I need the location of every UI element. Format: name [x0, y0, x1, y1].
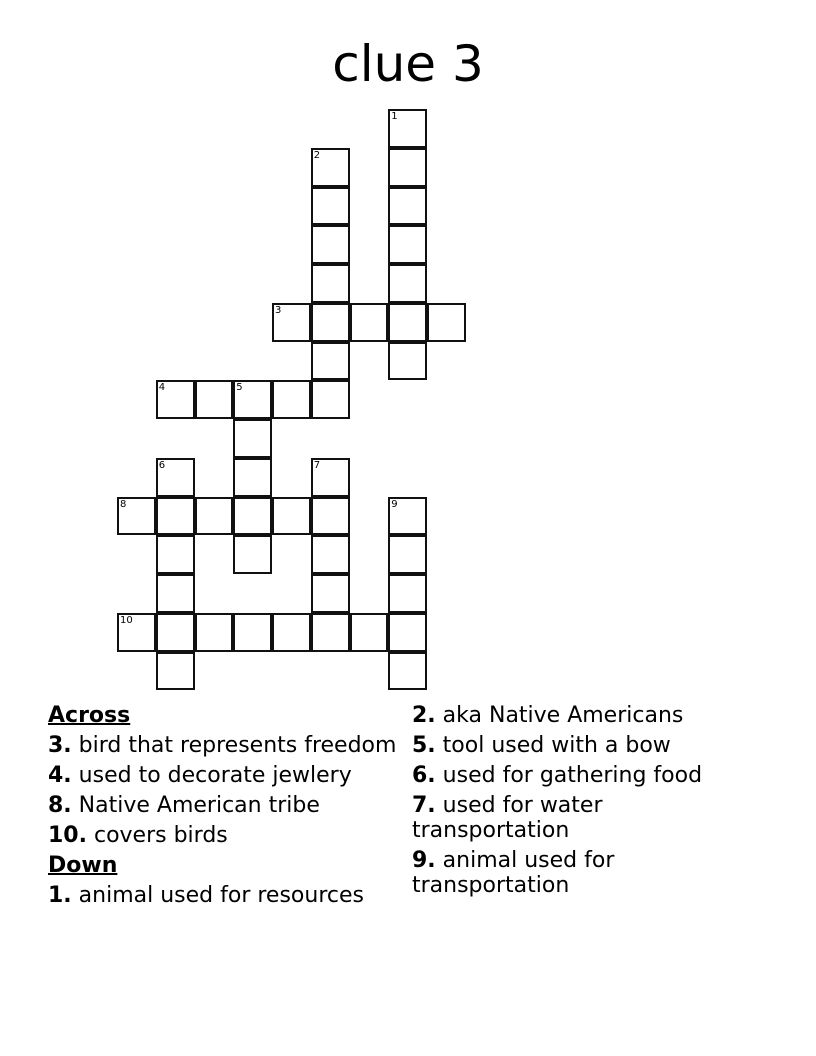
cell-number: 5 — [236, 382, 243, 394]
clue-across-4 — [48, 763, 398, 788]
grid-cell[interactable] — [156, 535, 195, 574]
cell-number: 7 — [313, 459, 321, 471]
cell-number: 6 — [158, 459, 166, 471]
clue-across-8 — [48, 793, 398, 818]
grid-cell[interactable] — [156, 497, 195, 536]
grid-cell[interactable] — [388, 613, 427, 652]
grid-cell[interactable] — [156, 613, 195, 652]
grid-cell[interactable] — [388, 497, 427, 536]
grid-cell[interactable] — [388, 264, 427, 303]
grid-cell[interactable] — [311, 303, 350, 342]
clue-number: 3. — [48, 733, 72, 758]
down-heading: Down — [48, 853, 118, 878]
clue-number: 4. — [48, 763, 72, 788]
cell-number: 9 — [391, 498, 398, 510]
grid-cell[interactable] — [195, 380, 234, 419]
clue-number: 2. — [412, 703, 436, 728]
grid-cell[interactable] — [117, 497, 156, 536]
grid-cell[interactable] — [388, 148, 427, 187]
clue-down-6 — [412, 763, 752, 788]
cell-number: 4 — [158, 382, 166, 394]
clue-text: aka Native Americans — [442, 703, 684, 728]
clue-number: 10. — [48, 823, 87, 848]
grid-cell[interactable] — [388, 109, 427, 148]
clue-number: 9. — [412, 848, 436, 873]
grid-cell[interactable] — [388, 535, 427, 574]
clue-text: covers birds — [93, 823, 228, 848]
cell-number: 1 — [391, 111, 398, 122]
clue-across-10 — [48, 823, 398, 848]
grid-cell[interactable] — [195, 613, 234, 652]
clue-text: bird that represents freedom — [78, 733, 397, 758]
clue-number: 8. — [48, 793, 72, 818]
puzzle-title: clue 3 — [332, 35, 484, 93]
clue-text: tool used with a bow — [442, 733, 671, 758]
clue-text: Native American tribe — [78, 793, 320, 818]
grid-cell[interactable] — [117, 613, 156, 652]
clues-left-column — [48, 703, 398, 913]
grid-cell[interactable] — [350, 613, 389, 652]
grid-cell[interactable] — [388, 225, 427, 264]
clue-across-3 — [48, 733, 398, 758]
grid-cell[interactable] — [311, 497, 350, 536]
cell-number: 10 — [120, 614, 133, 626]
grid-cell[interactable] — [156, 652, 195, 691]
grid-cell[interactable] — [233, 458, 272, 497]
grid-cell[interactable] — [272, 303, 311, 342]
clue-number: 1. — [48, 883, 72, 908]
grid-cell[interactable] — [195, 497, 234, 536]
clue-text: used to decorate jewlery — [78, 763, 352, 788]
grid-cell[interactable] — [233, 419, 272, 458]
clues-right-column — [412, 703, 752, 903]
clue-number: 7. — [412, 793, 436, 818]
grid-cell[interactable] — [388, 303, 427, 342]
grid-cell[interactable] — [388, 187, 427, 226]
clue-down-2 — [412, 703, 752, 728]
grid-cell[interactable] — [311, 225, 350, 264]
cell-number: 8 — [120, 498, 127, 510]
grid-cell[interactable] — [311, 535, 350, 574]
clue-down-5 — [412, 733, 752, 758]
cell-number: 3 — [275, 304, 282, 316]
grid-cell[interactable] — [156, 574, 195, 613]
clue-number: 6. — [412, 763, 436, 788]
cell-number: 2 — [313, 149, 321, 161]
grid-cell[interactable] — [311, 574, 350, 613]
grid-cell[interactable] — [233, 380, 272, 419]
grid-cell[interactable] — [272, 613, 311, 652]
grid-cell[interactable] — [311, 264, 350, 303]
grid-cell[interactable] — [388, 652, 427, 691]
grid-cell[interactable] — [311, 187, 350, 226]
grid-cell[interactable] — [350, 303, 389, 342]
across-heading: Across — [48, 703, 131, 728]
grid-cell[interactable] — [427, 303, 466, 342]
grid-cell[interactable] — [388, 574, 427, 613]
grid-cell[interactable] — [156, 380, 195, 419]
grid-cell[interactable] — [233, 497, 272, 536]
clue-text: animal used for transportation — [412, 848, 615, 898]
clue-down-1 — [48, 883, 398, 908]
grid-cell[interactable] — [272, 497, 311, 536]
grid-cell[interactable] — [272, 380, 311, 419]
grid-cell[interactable] — [156, 458, 195, 497]
clue-text: animal used for resources — [78, 883, 364, 908]
grid-cell[interactable] — [233, 613, 272, 652]
clue-down-7 — [412, 793, 752, 843]
grid-cell[interactable] — [311, 380, 350, 419]
clue-number: 5. — [412, 733, 436, 758]
clue-down-9 — [412, 848, 752, 898]
grid-cell[interactable] — [388, 342, 427, 381]
clue-text: used for water transportation — [412, 793, 603, 843]
grid-cell[interactable] — [233, 535, 272, 574]
grid-cell[interactable] — [311, 613, 350, 652]
grid-cell[interactable] — [311, 342, 350, 381]
grid-cell[interactable] — [311, 458, 350, 497]
grid-cell[interactable] — [311, 148, 350, 187]
clue-text: used for gathering food — [442, 763, 703, 788]
